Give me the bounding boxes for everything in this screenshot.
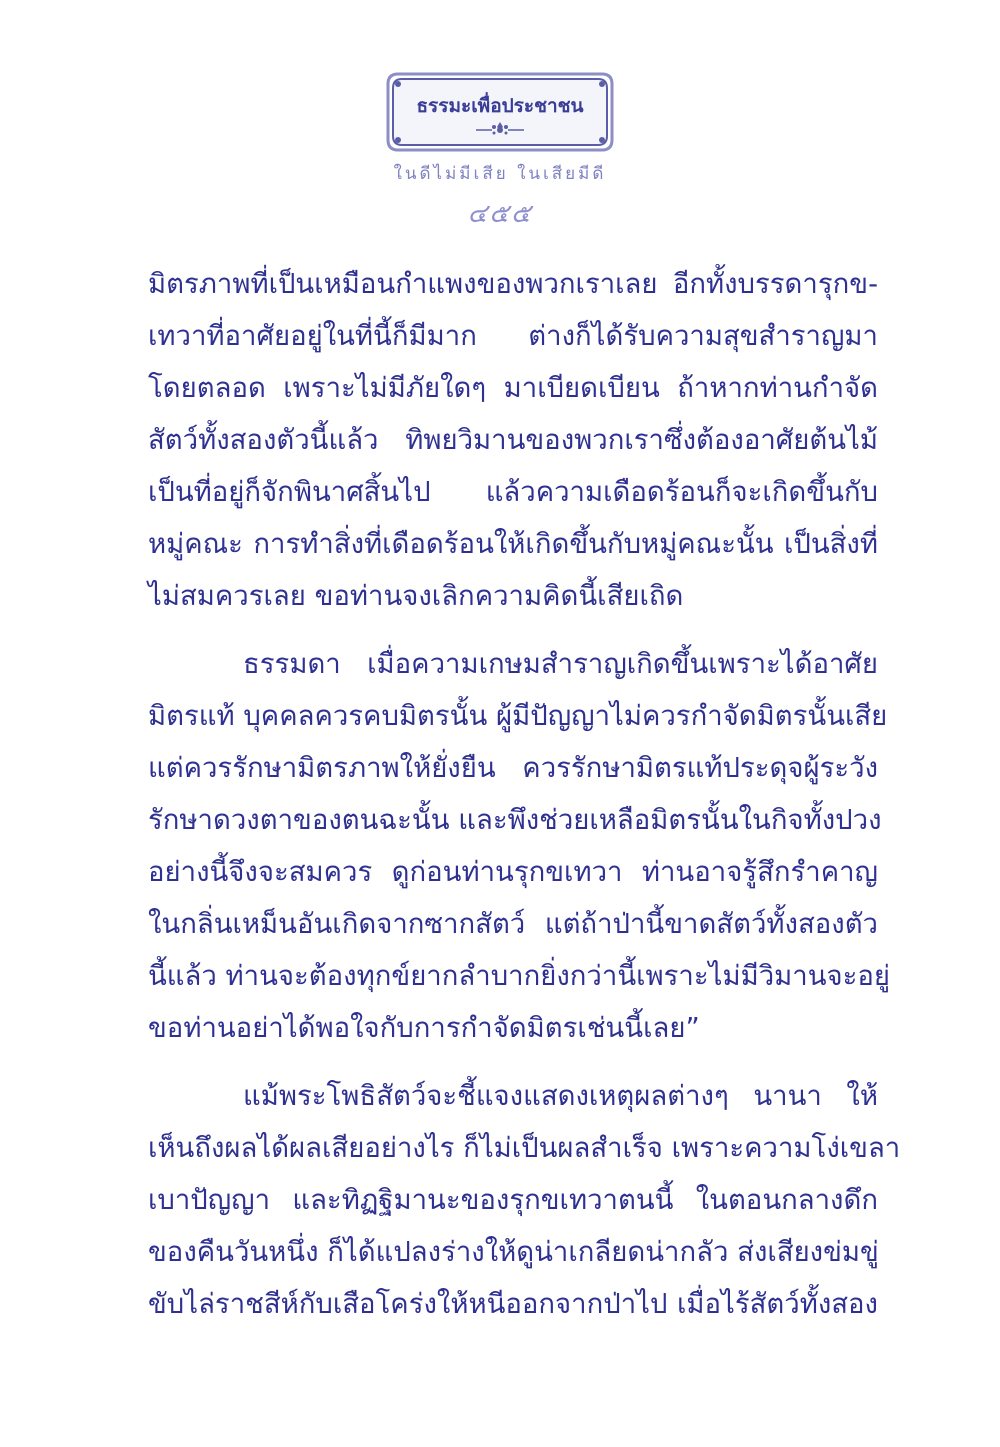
text-line: โดยตลอด เพราะไม่มีภัยใดๆ มาเบียดเบียน ถ้าหากท่านกำจัด xyxy=(148,372,878,404)
text-line: เป็นที่อยู่ก็จักพินาศสิ้นไป แล้วความเดือดร้อนก็จะเกิดขึ้นกับ xyxy=(148,476,878,508)
motto: ในดีไม่มีเสีย ในเสียมีดี xyxy=(393,164,607,184)
text-line: ไม่สมควรเลย ขอท่านจงเลิกความคิดนี้เสียเถิด xyxy=(148,580,684,612)
text-line: แม้พระโพธิสัตว์จะชี้แจงแสดงเหตุผลต่างๆ นานา ให้ xyxy=(243,1080,878,1112)
text-line: มิตรภาพที่เป็นเหมือนกำแพงของพวกเราเลย อีกทั้งบรรดารุกข- xyxy=(148,268,878,300)
text-line: ขับไล่ราชสีห์กับเสือโคร่งให้หนีออกจากป่าไป เมื่อไร้สัตว์ทั้งสอง xyxy=(148,1288,878,1320)
text-line: ขอท่านอย่าได้พอใจกับการกำจัดมิตรเช่นนี้เลย” xyxy=(148,1012,700,1044)
text-line: เห็นถึงผลได้ผลเสียอย่างไร ก็ไม่เป็นผลสำเร็จ เพราะความโง่เขลา xyxy=(148,1132,901,1164)
text-line: รักษาดวงตาของตนฉะนั้น และพึงช่วยเหลือมิตรนั้นในกิจทั้งปวง xyxy=(148,804,882,836)
text-line: มิตรแท้ บุคคลควรคบมิตรนั้น ผู้มีปัญญาไม่ควรกำจัดมิตรนั้นเสีย xyxy=(148,700,888,732)
text-line: ของคืนวันหนึ่ง ก็ได้แปลงร่างให้ดูน่าเกลียดน่ากลัว ส่งเสียงข่มขู่ xyxy=(148,1236,879,1268)
logo xyxy=(384,70,616,154)
body-text xyxy=(148,258,901,1330)
text-line: แต่ควรรักษามิตรภาพให้ยั่งยืน ควรรักษามิตรแท้ประดุจผู้ระวัง xyxy=(148,752,878,784)
paragraph xyxy=(148,258,878,622)
text-line: อย่างนี้จึงจะสมควร ดูก่อนท่านรุกขเทวา ท่านอาจรู้สึกรำคาญ xyxy=(148,856,878,888)
paragraph xyxy=(148,1070,901,1330)
text-line: สัตว์ทั้งสองตัวนี้แล้ว ทิพยวิมานของพวกเราซึ่งต้องอาศัยต้นไม้ xyxy=(148,424,878,456)
logo-text: ธรรมะเพื่อประชาชน xyxy=(416,95,584,117)
text-line: หมู่คณะ การทำสิ่งที่เดือดร้อนให้เกิดขึ้นกับหมู่คณะนั้น เป็นสิ่งที่ xyxy=(148,528,878,560)
text-line: ธรรมดา เมื่อความเกษมสำราญเกิดขึ้นเพราะได้อาศัย xyxy=(243,648,878,680)
text-line: เบาปัญญา และทิฏฐิมานะของรุกขเทวาตนนี้ ในตอนกลางดึก xyxy=(148,1184,878,1216)
text-line: ในกลิ่นเหม็นอันเกิดจากซากสัตว์ แต่ถ้าป่านี้ขาดสัตว์ทั้งสองตัว xyxy=(148,908,878,940)
page-header xyxy=(0,70,1000,234)
paragraph xyxy=(148,638,891,1054)
page-number: ๔๕๕ xyxy=(467,199,533,229)
text-line: เทวาที่อาศัยอยู่ในที่นี้ก็มีมาก ต่างก็ได้รับความสุขสำราญมา xyxy=(148,320,878,352)
text-line: นี้แล้ว ท่านจะต้องทุกข์ยากลำบากยิ่งกว่านี้เพราะไม่มีวิมานจะอยู่ xyxy=(148,960,891,992)
